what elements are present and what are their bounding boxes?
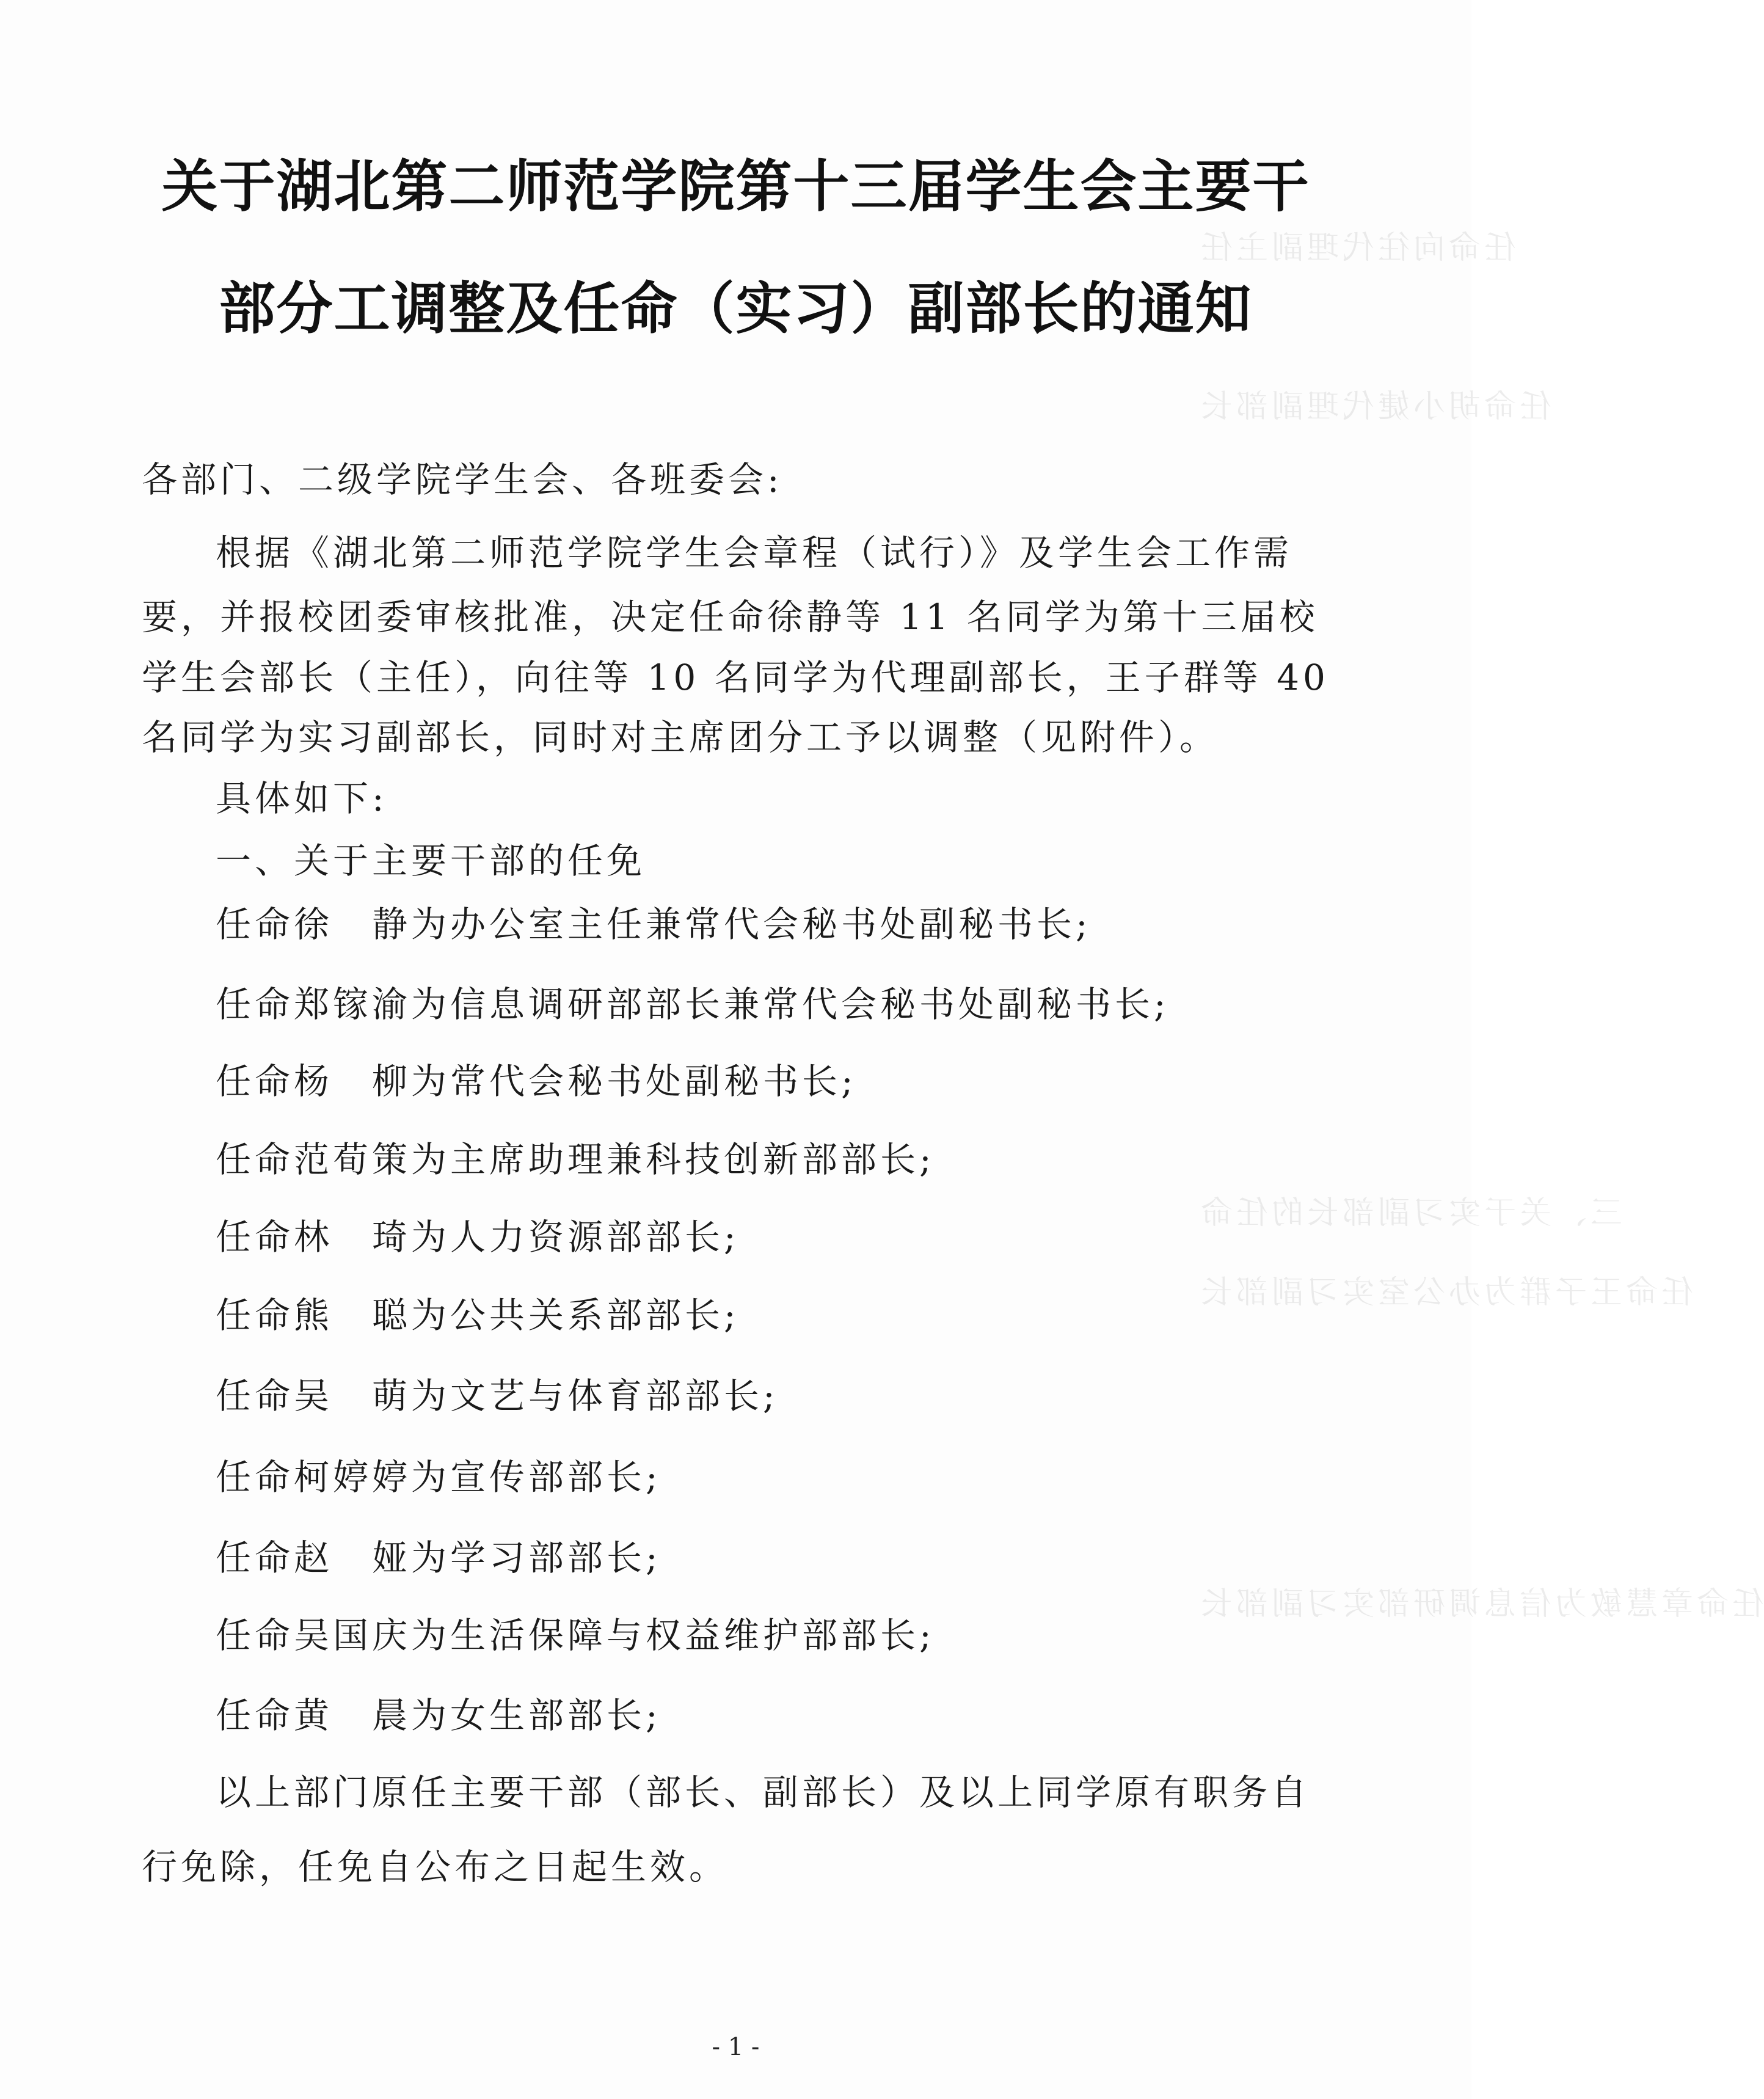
appointment-item: 任命吴 萌为文艺与体育部部长;: [216, 1375, 779, 1417]
closing-line-1: 以上部门原任主要干部（部长、副部长）及以上同学原有职务自: [216, 1772, 1311, 1813]
bleed-through: 三、关于实习副部长的任命: [1197, 1195, 1623, 1232]
intro-line-4: 名同学为实习副部长，同时对主席团分工予以调整（见附件）。: [142, 717, 1219, 758]
specifics-label: 具体如下:: [216, 778, 388, 819]
appointment-item: 任命黄 晨为女生部部长;: [216, 1695, 662, 1736]
salutation: 各部门、二级学院学生会、各班委会:: [142, 459, 783, 500]
intro-line-1: 根据《湖北第二师范学院学生会章程（试行）》及学生会工作需: [216, 532, 1293, 574]
appointment-item: 任命熊 聪为公共关系部部长;: [216, 1294, 740, 1336]
appointment-item: 任命范荀策为主席助理兼科技创新部部长;: [216, 1139, 935, 1180]
document-title-line-2: 部分工调整及任命（实习）副部长的通知: [219, 276, 1253, 341]
bleed-through: 任命胡小婕代理副部长: [1197, 389, 1552, 425]
appointment-item: 任命林 琦为人力资源部部长;: [216, 1216, 740, 1258]
bleed-through: 任命章慧敏为信息调研部实习副部长: [1197, 1586, 1764, 1623]
appointment-item: 任命杨 柳为常代会秘书处副秘书长;: [216, 1060, 857, 1102]
appointment-item: 任命郑镓渝为信息调研部部长兼常代会秘书处副秘书长;: [216, 984, 1170, 1025]
appointment-item: 任命赵 娅为学习部部长;: [216, 1537, 662, 1579]
document-title-line-1: 关于湖北第二师范学院第十三届学生会主要干: [161, 154, 1310, 219]
appointment-item: 任命吴国庆为生活保障与权益维护部部长;: [216, 1615, 935, 1656]
appointment-item: 任命柯婷婷为宣传部部长;: [216, 1456, 662, 1498]
closing-line-2: 行免除，任免自公布之日起生效。: [142, 1846, 729, 1888]
intro-line-2: 要，并报校团委审核批准，决定任命徐静等 11 名同学为第十三届校: [142, 596, 1319, 638]
section-heading: 一、关于主要干部的任免: [216, 840, 646, 882]
bleed-through: 任命向往代理副主任: [1197, 230, 1517, 266]
appointment-item: 任命徐 静为办公室主任兼常代会秘书处副秘书长;: [216, 903, 1092, 945]
bleed-through: 任命王子群为办公室实习副部长: [1197, 1274, 1694, 1311]
intro-line-3: 学生会部长（主任），向往等 10 名同学为代理副部长，王子群等 40: [142, 657, 1329, 698]
page-number: - 1 -: [712, 2033, 760, 2061]
